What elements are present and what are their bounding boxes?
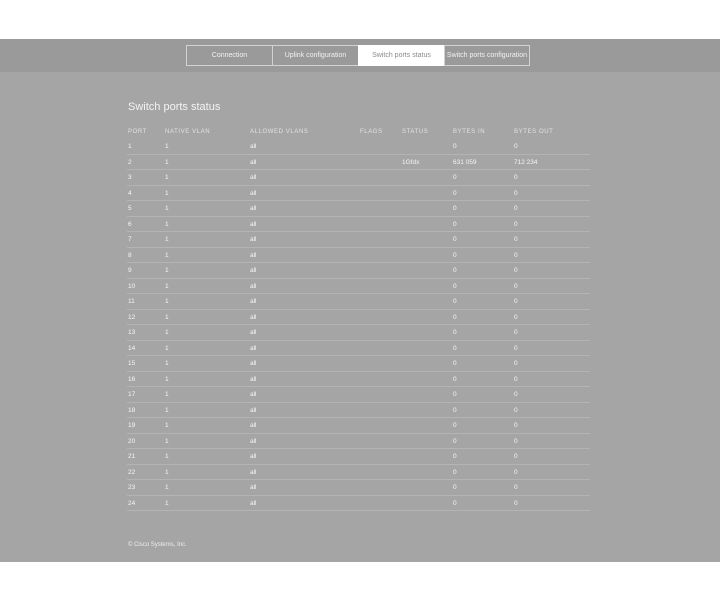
cell-port: 16 [128, 375, 136, 383]
header-bytes-out: BYTES OUT [514, 129, 554, 135]
cell-port: 13 [128, 329, 136, 336]
cell-bytes-in: 0 [453, 391, 457, 398]
cell-native-vlan: 1 [165, 360, 169, 367]
cell-port: 4 [128, 189, 132, 197]
cell-allowed-vlans: all [250, 205, 257, 212]
footer-copyright: © Cisco Systems, Inc. [128, 542, 187, 548]
app-window [0, 39, 720, 562]
cell-port: 22 [128, 468, 136, 476]
cell-native-vlan: 1 [165, 329, 169, 336]
header-port: PORT [128, 129, 147, 135]
cell-bytes-out: 0 [514, 484, 518, 491]
cell-bytes-out: 0 [514, 267, 518, 274]
cell-bytes-out: 0 [514, 220, 518, 228]
cell-port: 6 [128, 220, 132, 228]
cell-native-vlan: 1 [165, 406, 169, 414]
cell-bytes-out: 0 [514, 329, 518, 336]
cell-bytes-out: 0 [514, 375, 518, 383]
cell-native-vlan: 1 [165, 267, 169, 274]
cell-allowed-vlans: all [250, 220, 257, 228]
cell-allowed-vlans: all [250, 422, 257, 429]
cell-bytes-in: 0 [453, 205, 457, 212]
cell-port: 18 [128, 406, 136, 414]
cell-allowed-vlans: all [250, 236, 257, 243]
table-row [127, 217, 590, 233]
cell-port: 23 [128, 484, 136, 491]
cell-port: 15 [128, 360, 136, 367]
cell-port: 5 [128, 205, 132, 212]
table-row [127, 434, 590, 450]
cell-port: 20 [128, 437, 136, 445]
cell-allowed-vlans: all [250, 437, 257, 445]
cell-allowed-vlans: all [250, 298, 257, 305]
cell-native-vlan: 1 [165, 344, 169, 352]
table-row [127, 232, 590, 248]
cell-bytes-in: 0 [453, 220, 457, 228]
cell-allowed-vlans: all [250, 313, 257, 321]
cell-port: 1 [128, 143, 132, 150]
cell-bytes-in: 0 [453, 375, 457, 383]
cell-port: 19 [128, 422, 136, 429]
cell-bytes-out: 0 [514, 468, 518, 476]
table-row [127, 356, 590, 372]
cell-bytes-in: 0 [453, 453, 457, 460]
cell-port: 12 [128, 313, 136, 321]
cell-native-vlan: 1 [165, 205, 169, 212]
table-row [127, 155, 590, 171]
cell-bytes-out: 0 [514, 453, 518, 460]
cell-port: 7 [128, 236, 132, 243]
cell-port: 17 [128, 391, 136, 398]
header-status: STATUS [402, 129, 429, 135]
cell-native-vlan: 1 [165, 437, 169, 445]
table-row [127, 170, 590, 186]
cell-native-vlan: 1 [165, 468, 169, 476]
cell-allowed-vlans: all [250, 267, 257, 274]
cell-bytes-out: 0 [514, 205, 518, 212]
table-row [127, 279, 590, 295]
table-row [127, 294, 590, 310]
cell-native-vlan: 1 [165, 174, 169, 181]
cell-allowed-vlans: all [250, 329, 257, 336]
cell-allowed-vlans: all [250, 453, 257, 460]
table-row [127, 387, 590, 403]
table-row [127, 465, 590, 481]
switch-ports-table [127, 127, 590, 511]
cell-bytes-in: 0 [453, 344, 457, 352]
cell-native-vlan: 1 [165, 158, 169, 166]
cell-allowed-vlans: all [250, 499, 257, 507]
cell-bytes-out: 0 [514, 406, 518, 414]
cell-bytes-in: 0 [453, 468, 457, 476]
cell-bytes-in: 0 [453, 267, 457, 274]
cell-port: 9 [128, 267, 132, 274]
cell-bytes-out: 0 [514, 344, 518, 352]
cell-allowed-vlans: all [250, 375, 257, 383]
cell-native-vlan: 1 [165, 422, 169, 429]
cell-port: 10 [128, 282, 136, 290]
cell-port: 21 [128, 453, 136, 460]
cell-native-vlan: 1 [165, 484, 169, 491]
tab-bar [186, 45, 530, 66]
tab-switch-ports-configuration[interactable]: Switch ports configuration [444, 45, 530, 66]
cell-allowed-vlans: all [250, 282, 257, 290]
cell-bytes-out: 712 234 [514, 158, 538, 166]
table-row [127, 186, 590, 202]
table-row [127, 480, 590, 496]
cell-allowed-vlans: all [250, 391, 257, 398]
cell-port: 11 [128, 298, 135, 305]
cell-bytes-out: 0 [514, 437, 518, 445]
cell-bytes-in: 0 [453, 422, 457, 429]
table-row [127, 325, 590, 341]
table-row [127, 341, 590, 357]
cell-port: 2 [128, 158, 132, 166]
cell-bytes-out: 0 [514, 391, 518, 398]
cell-bytes-in: 0 [453, 143, 457, 150]
cell-allowed-vlans: all [250, 406, 257, 414]
table-row [127, 139, 590, 155]
cell-bytes-out: 0 [514, 143, 518, 150]
cell-allowed-vlans: all [250, 143, 257, 150]
cell-bytes-in: 0 [453, 251, 457, 259]
header-native-vlan: NATIVE VLAN [165, 129, 211, 135]
cell-bytes-in: 0 [453, 313, 457, 321]
header-allowed-vlans: ALLOWED VLANS [250, 129, 309, 135]
cell-bytes-in: 0 [453, 406, 457, 414]
cell-native-vlan: 1 [165, 143, 169, 150]
cell-port: 3 [128, 174, 132, 181]
cell-allowed-vlans: all [250, 158, 257, 166]
cell-native-vlan: 1 [165, 298, 169, 305]
cell-port: 24 [128, 499, 136, 507]
cell-bytes-out: 0 [514, 360, 518, 367]
cell-bytes-out: 0 [514, 422, 518, 429]
table-row [127, 310, 590, 326]
cell-allowed-vlans: all [250, 360, 257, 367]
cell-native-vlan: 1 [165, 220, 169, 228]
cell-bytes-out: 0 [514, 174, 518, 181]
cell-allowed-vlans: all [250, 468, 257, 476]
table-row [127, 248, 590, 264]
tab-connection[interactable]: Connection [186, 45, 272, 66]
cell-bytes-in: 0 [453, 236, 457, 243]
cell-bytes-in: 0 [453, 189, 457, 197]
cell-bytes-out: 0 [514, 236, 518, 243]
page-title: Switch ports status [128, 101, 221, 113]
cell-bytes-out: 0 [514, 499, 518, 507]
table-row [127, 372, 590, 388]
cell-allowed-vlans: all [250, 344, 257, 352]
table-row [127, 418, 590, 434]
cell-bytes-in: 0 [453, 329, 457, 336]
table-row [127, 449, 590, 465]
cell-bytes-out: 0 [514, 313, 518, 321]
table-body [127, 139, 590, 511]
cell-allowed-vlans: all [250, 174, 257, 181]
cell-bytes-in: 0 [453, 174, 457, 181]
table-row [127, 496, 590, 512]
cell-allowed-vlans: all [250, 484, 257, 491]
table-row [127, 201, 590, 217]
tab-switch-ports-status[interactable]: Switch ports status [358, 45, 444, 66]
cell-native-vlan: 1 [165, 453, 169, 460]
cell-allowed-vlans: all [250, 251, 257, 259]
tab-uplink-configuration[interactable]: Uplink configuration [272, 45, 358, 66]
cell-native-vlan: 1 [165, 391, 169, 398]
cell-status: 1Gfdx [402, 158, 420, 166]
cell-bytes-in: 0 [453, 437, 457, 445]
header-bytes-in: BYTES IN [453, 129, 486, 135]
header-flags: FLAGS [360, 129, 383, 135]
cell-bytes-in: 0 [453, 360, 457, 367]
cell-bytes-in: 631 059 [453, 158, 477, 166]
cell-native-vlan: 1 [165, 375, 169, 383]
table-header [127, 127, 590, 139]
cell-bytes-out: 0 [514, 189, 518, 197]
cell-bytes-out: 0 [514, 282, 518, 290]
cell-bytes-out: 0 [514, 298, 518, 305]
cell-native-vlan: 1 [165, 313, 169, 321]
cell-bytes-out: 0 [514, 251, 518, 259]
cell-bytes-in: 0 [453, 499, 457, 507]
cell-bytes-in: 0 [453, 298, 457, 305]
cell-port: 14 [128, 344, 136, 352]
cell-native-vlan: 1 [165, 499, 169, 507]
table-row [127, 263, 590, 279]
cell-port: 8 [128, 251, 132, 259]
cell-bytes-in: 0 [453, 484, 457, 491]
cell-allowed-vlans: all [250, 189, 257, 197]
cell-native-vlan: 1 [165, 189, 169, 197]
cell-native-vlan: 1 [165, 282, 169, 290]
cell-native-vlan: 1 [165, 236, 169, 243]
table-row [127, 403, 590, 419]
top-navigation-bar [0, 39, 720, 72]
cell-native-vlan: 1 [165, 251, 169, 259]
cell-bytes-in: 0 [453, 282, 457, 290]
